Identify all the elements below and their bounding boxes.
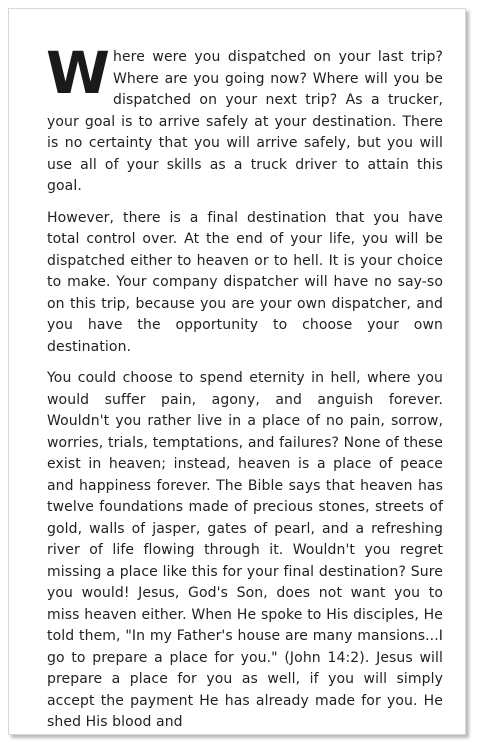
document-page [8, 8, 466, 735]
paragraph-3: You could choose to spend eternity in hell, where you would suffer pain, agony, and anguish forever. Wouldn't you rather live in a place of no pain, sorrow, worries, trials, temptations, and failures? None of these exist in heaven; instead, heaven is a place of peace and happiness forever. The Bible says that heaven has twelve foundations made of precious stones, streets of gold, walls of jasper, gates of pearl, and a refreshing river of life flowing through it. Wouldn't you regret missing a place like this for your final destination? Sure you would! Jesus, God's Son, does not want you to miss heaven either. When He spoke to His disciples, He told them, "In my Father's house are many mansions...I go to prepare a place for you." (John 14:2). Jesus will prepare a place for you as well, if you will simply accept the payment He has already made for you. He shed His blood and [47, 370, 443, 730]
paragraph-1-text: here were you dispatched on your last trip? Where are you going now? Where will you be dispatched on your next trip? As a trucker, your goal is to arrive safely at your destination. There is no certainty that you will arrive safely, but you will use all of your skills as a truck driver to attain this goal. [47, 49, 443, 194]
drop-cap: W [46, 39, 108, 107]
paragraph-2: However, there is a final destination that you have total control over. At the end of your life, you will be dispatched either to heaven or to hell. It is your choice to make. Your company dispatcher will have no say-so on this trip, because you are your own dispatcher, and you have the opportunity to choose your own destination. [47, 209, 443, 355]
paragraph-1 [46, 39, 443, 198]
article-body [46, 39, 443, 735]
